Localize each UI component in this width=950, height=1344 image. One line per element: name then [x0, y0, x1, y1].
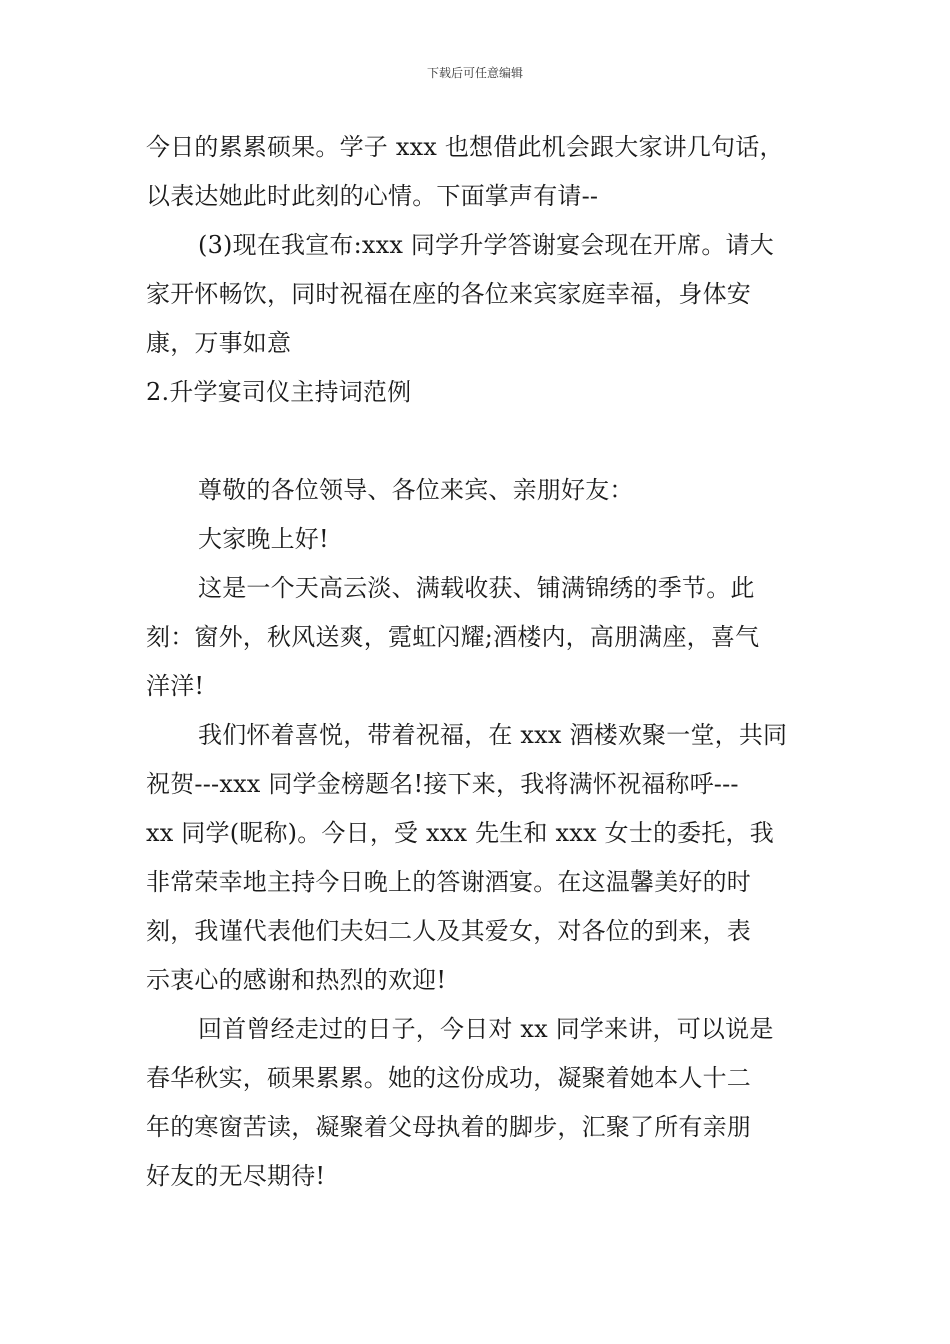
paragraph-line: 回首曾经走过的日子，今日对 xx 同学来讲，可以说是: [198, 1015, 774, 1043]
paragraph-line: 康，万事如意: [146, 329, 292, 357]
paragraph-line: xx 同学(昵称)。今日，受 xxx 先生和 xxx 女士的委托，我: [146, 819, 774, 847]
paragraph-line: 刻，我谨代表他们夫妇二人及其爱女，对各位的到来，表: [146, 917, 751, 945]
paragraph-line: 示衷心的感谢和热烈的欢迎!: [146, 966, 447, 994]
paragraph-line: 家开怀畅饮，同时祝福在座的各位来宾家庭幸福，身体安: [146, 280, 751, 308]
paragraph-line: 刻：窗外，秋风送爽，霓虹闪耀;酒楼内，高朋满座，喜气: [146, 623, 760, 651]
blank-line: [146, 417, 808, 466]
page-header-note: 下载后可任意编辑: [426, 66, 523, 80]
paragraph-line: 以表达她此时此刻的心情。下面掌声有请--: [146, 182, 599, 210]
paragraph-line: 非常荣幸地主持今日晚上的答谢酒宴。在这温馨美好的时: [146, 868, 751, 896]
paragraph-line: 春华秋实，硕果累累。她的这份成功，凝聚着她本人十二: [146, 1064, 751, 1092]
paragraph-line: 今日的累累硕果。学子 xxx 也想借此机会跟大家讲几句话，: [146, 133, 784, 161]
paragraph-line: 我们怀着喜悦，带着祝福，在 xxx 酒楼欢聚一堂，共同: [198, 721, 788, 749]
salutation-line: 大家晚上好!: [198, 525, 329, 553]
paragraph-line: 祝贺---xxx 同学金榜题名!接下来，我将满怀祝福称呼---: [146, 770, 739, 798]
paragraph-line: (3)现在我宣布:xxx 同学升学答谢宴会现在开席。请大: [198, 231, 774, 259]
section-heading: 2.升学宴司仪主持词范例: [146, 378, 412, 406]
paragraph-line: 年的寒窗苦读，凝聚着父母执着的脚步，汇聚了所有亲朋: [146, 1113, 751, 1141]
document-body: [146, 123, 808, 1201]
paragraph-line: 这是一个天高云淡、满载收获、铺满锦绣的季节。此: [198, 574, 755, 602]
paragraph-line: 洋洋!: [146, 672, 205, 700]
greeting-line: 尊敬的各位领导、各位来宾、亲朋好友：: [198, 476, 634, 504]
paragraph-line: 好友的无尽期待!: [146, 1162, 326, 1190]
